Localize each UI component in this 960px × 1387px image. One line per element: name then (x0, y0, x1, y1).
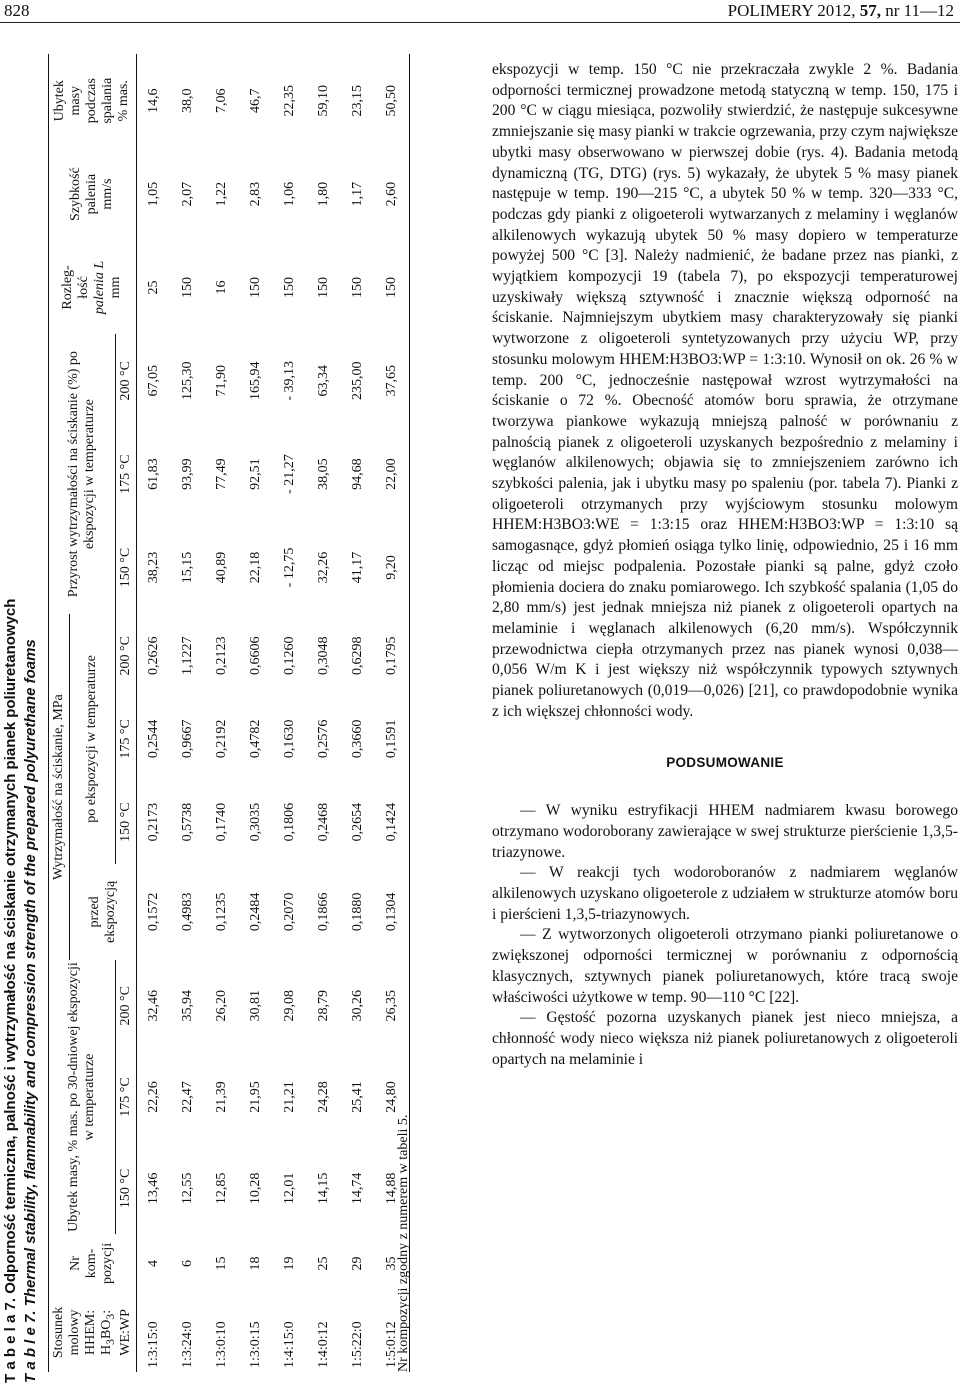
rotated-table-block (0, 32, 420, 1387)
temp-header: 175 °C (117, 719, 133, 759)
table-cell: 0,1424 (375, 781, 410, 864)
journal-volume: 57, (859, 1, 881, 20)
temp-header: 200 °C (117, 636, 133, 676)
table-cell: 9,20 (375, 521, 410, 614)
table-cell: 1:5:0:12 (375, 1293, 410, 1372)
table-cell: 14,6 (136, 54, 171, 147)
table-cell: 1:3:15:0 (136, 1293, 171, 1372)
running-header (0, 0, 960, 23)
table-cell: 1:3:0:10 (213, 1321, 229, 1368)
temp-header: 150 °C (117, 547, 133, 588)
table-cell: 19 (281, 1256, 297, 1271)
table-cell: 1:3:24:0 (179, 1321, 195, 1368)
conclusion-item: — W wyniku estryfikacji HHEM nadmiarem kwasu borowego otrzymano wodoroborany zawierające w swej strukturze pierścienie 1,3,5-triazynowe. (492, 802, 958, 861)
table-cell: 0,4782 (247, 719, 263, 759)
table-cell: 0,1304 (375, 864, 410, 960)
table-cell: 150 (281, 276, 297, 298)
table-cell: 32,26 (315, 551, 331, 584)
header-after: po ekspozycji w temperaturze (70, 614, 115, 864)
table-cell: 61,83 (136, 427, 171, 520)
table-cell: 13,46 (136, 1143, 171, 1234)
table-cell: 63,34 (315, 365, 331, 397)
table-cell: 14,74 (349, 1172, 365, 1205)
table-cell: 22,00 (375, 427, 410, 520)
page-number: 828 (4, 1, 30, 20)
table-cell: 59,10 (315, 84, 331, 117)
journal-issue: nr 11—12 (885, 1, 954, 20)
header-ratio: Stosunek molowy HHEM: $H_3BO_3$: WE:WP (49, 1293, 137, 1372)
table-cell: 0,1630 (281, 719, 297, 759)
table-cell: 46,7 (247, 88, 263, 113)
header-before: przed ekspozycją (86, 880, 118, 943)
table-cell: 0,1260 (281, 636, 297, 675)
table-cell: 1:3:0:15 (247, 1321, 263, 1368)
temp-header: 200 °C (117, 361, 133, 401)
table-cell: 38,05 (315, 458, 331, 490)
conclusion-item: — W reakcji tych wodoroboranów z nadmiarem węglanów alkilenowych uzyskano oligoeterole z udziałem w strukturze atomów boru i pierścieni 1,3,5-triazynowych. (492, 864, 958, 923)
table-cell: 125,30 (179, 361, 195, 401)
journal-year: 2012, (817, 1, 856, 20)
table-cell: 25,41 (349, 1081, 365, 1113)
table-cell: 0,2173 (136, 781, 171, 864)
header-strength: Wytrzymałość na ściskanie, MPa (49, 614, 70, 960)
table-cell: 18 (247, 1256, 263, 1271)
header-burn-length: Rozleg- łość palenia L mm (49, 241, 137, 334)
table-cell: 1:4:0:12 (315, 1321, 331, 1368)
table-cell: 0,1806 (281, 802, 297, 842)
table-cell: 32,46 (136, 960, 171, 1051)
table-cell: 0,6298 (349, 636, 365, 675)
conclusion-item: — Gęstość pozorna uzyskanych pianek jest nieco mniejsza, a chłonność wody nieco większa niż pianek poliuretanowych z oligoeteroli opartych na melaminie i (492, 1009, 958, 1068)
table-cell: 1,05 (136, 147, 171, 240)
table-cell: 0,2484 (247, 892, 263, 932)
table-row (171, 54, 205, 1372)
table-cell: 0,9667 (179, 719, 195, 759)
table-caption-pl: T a b e l a 7. Odporność termiczna, palność i wytrzymałość na ściskanie otrzymanych pianek poliuretanowych (2, 598, 19, 1383)
table-cell: 0,2123 (213, 636, 229, 675)
table-row (341, 54, 375, 1372)
table-cell: 0,2192 (213, 719, 229, 759)
table-cell: 92,51 (247, 458, 263, 490)
temp-header: 150 °C (117, 802, 133, 842)
table-cell: 150 (179, 276, 195, 298)
table-cell: 16 (213, 280, 229, 295)
table-cell: 165,94 (247, 361, 263, 401)
table-cell: 93,99 (179, 458, 195, 490)
temp-header: 175 °C (117, 1077, 133, 1117)
table-row (307, 54, 341, 1372)
table-cell: 21,39 (213, 1081, 229, 1113)
table-cell: 22,18 (247, 551, 263, 584)
table-cell: 0,1235 (213, 892, 229, 932)
table-cell: 21,95 (247, 1081, 263, 1113)
table-cell: 0,3035 (247, 802, 263, 842)
table-cell: 0,2626 (136, 614, 171, 697)
table-cell: 22,35 (281, 84, 297, 117)
table-cell: 25 (315, 1256, 331, 1271)
results-table (48, 54, 410, 1372)
table-cell: - 21,27 (281, 454, 297, 494)
table-caption-en: T a b l e 7. Thermal stability, flammability and compression strength of the prepared polyurethane foams (22, 639, 39, 1383)
table-cell: 15,15 (179, 551, 195, 584)
table-cell: 0,2654 (349, 802, 365, 842)
table-cell: 30,81 (247, 989, 263, 1022)
conclusion-item: — Z wytworzonych oligoeteroli otrzymano pianki poliuretanowe o zwiększonej odporności termicznej w porównaniu z odpornością klasycznych, sztywnych pianek poliuretanowych, które tracą swoje właściwości użytkowe w temp. 90—110 °C [22]. (492, 926, 958, 1006)
table-cell: 94,68 (349, 458, 365, 490)
table-cell: 67,05 (136, 334, 171, 427)
table-cell: 1,22 (213, 181, 229, 207)
table-cell: 0,6606 (247, 636, 263, 675)
table-cell: 15 (213, 1256, 229, 1271)
table-cell: 0,1591 (375, 697, 410, 780)
table-cell: 22,47 (179, 1081, 195, 1113)
table-cell: 0,4983 (179, 892, 195, 932)
table-cell: 14,15 (315, 1172, 331, 1205)
table-row (239, 54, 273, 1372)
temp-header: 150 °C (117, 1168, 133, 1209)
table-cell: 50,50 (375, 54, 410, 147)
table-cell: 1,80 (315, 181, 331, 207)
table-cell: 6 (179, 1259, 195, 1267)
table-cell: 0,3048 (315, 636, 331, 675)
table-cell: 41,17 (349, 551, 365, 584)
table-cell: 1,17 (349, 181, 365, 207)
table-cell: 150 (349, 276, 365, 298)
table-cell: 0,5738 (179, 802, 195, 842)
table-cell: 71,90 (213, 365, 229, 397)
table-cell: 0,1740 (213, 802, 229, 842)
temp-header: 175 °C (117, 454, 133, 494)
header-increase: Przyrost wytrzymałości na ściskanie (%) po ekspozycji w temperaturze (49, 334, 116, 614)
table-note: Nr kompozycji zgodny z numerem w tabeli 5. (396, 1114, 411, 1372)
header-nr: Nr kom- pozycji (49, 1234, 137, 1293)
table-cell: 1,06 (281, 181, 297, 207)
table-cell: 29 (349, 1256, 365, 1271)
table-cell: 0,3660 (349, 719, 365, 759)
table-row (205, 54, 239, 1372)
header-burn-speed: Szybkość palenia mm/s (49, 147, 137, 240)
table-cell: 10,28 (247, 1172, 263, 1205)
table-cell: 0,2576 (315, 719, 331, 759)
table-cell: 150 (375, 241, 410, 334)
table-cell: 0,1795 (375, 614, 410, 697)
table-cell: 77,49 (213, 458, 229, 490)
table-cell: 12,01 (281, 1172, 297, 1205)
table-cell: 150 (247, 276, 263, 298)
table-cell: 0,1572 (136, 864, 171, 960)
table-cell: 0,2544 (136, 697, 171, 780)
table-cell: 22,26 (136, 1051, 171, 1142)
header-mass-loss: Ubytek masy, % mas. po 30-dniowej ekspozycji w temperaturze (49, 960, 116, 1234)
table-row (136, 54, 171, 1372)
table-cell: 0,1880 (349, 892, 365, 932)
table-cell: - 12,75 (281, 547, 297, 588)
table-cell: 235,00 (349, 361, 365, 401)
table-cell: 26,20 (213, 989, 229, 1022)
table-cell: 12,55 (179, 1172, 195, 1205)
table-cell: 14,88 (375, 1143, 410, 1234)
table-cell: 38,0 (179, 88, 195, 113)
header-burn-loss: Ubytek masy podczas spalania % mas. (49, 54, 137, 147)
table-cell: 30,26 (349, 989, 365, 1022)
temp-header: 200 °C (117, 986, 133, 1026)
section-heading: PODSUMOWANIE (666, 754, 784, 770)
table-cell: - 39,13 (281, 360, 297, 401)
table-cell: 35,94 (179, 989, 195, 1022)
table-cell: 4 (136, 1234, 171, 1293)
table-cell: 28,79 (315, 989, 331, 1022)
table-cell: 2,83 (247, 181, 263, 207)
body-paragraph: ekspozycji w temp. 150 °C nie przekraczała zwykle 2 %. Badania odporności termicznej prowadzone metodą statyczną w temp. 150, 175 i 200 °C w ciągu miesiąca, pozwoliły stwierdzić, że następuje sukcesywne zmniejszanie się masy pianki w trakcie ogrzewania, przy czym największe ubytki masy obserwowano w pierwszej dobie (rys. 4). Badania metodą dynamiczną (TG, DTG) (rys. 5) wykazały, że ubytek 5 % masy pianek następuje w temp. 190—215 °C, a ubytek 50 % w temp. 320—333 °C, podczas gdy pianki z oligoeteroli wytwarzanych z melaminy i węglanów alkilenowych wykazują ubytek 50 % masy dopiero w temperaturze powyżej 500 °C [3]. Należy nadmienić, że badane przez nas pianki, z wyjątkiem kompozycji 19 (tabela 7), po ekspozycji temperaturowej uzyskiwały większą sztywność i znacznie większą odporność na ściskanie. Najmniejszym ubytkiem masy charakteryzowały się pianki wytworzone z oligoeteroli syntetyzowanych przy użyciu WP, przy stosunku molowym HHEM:H3BO3:WP = 1:3:10. Wynosił on ok. 26 % w temp. 200 °C, jednocześnie następował wzrost wytrzymałości na ściskanie o 72 %. Obecność atomów boru sprawia, że otrzymane tworzywa piankowe wykazują mniejszą palność w porównaniu z palnością pianek z oligoeteroli uzyskanych bezpośrednio z melaminy i węglanów alkilenowych; objawia się to zmniejszeniem zarówno ich szybkości palenia, jak i ubytku masy po spaleniu (por. tabela 7). Pianki z oligoeteroli otrzymanych przy wyjściowym stosunku molowym HHEM:H3BO3:WE = 1:3:15 oraz HHEM:H3BO3:WP = 1:3:10 są samogasnące, gdyż płomień osiąga tylko linię, odpowiednio, 25 i 16 mm licząc od miejsc podpalenia. Pozostałe pianki są palne, gdyż czoło płomienia dociera do znaku pomiarowego. Ich szybkość spalania (1,05 do 2,80 mm/s) jest jednak mniejsza niż pianek z oligoeteroli opartych na melaminie i węglanach alkilenowych (6,20 mm/s). Współczynnik przewodnictwa ciepła otrzymanych przez nas pianek wynosi 0,038—0,056 W/m K i jest większy niż współczynnik typowych sztywnych pianek poliuretanowych (0,019—0,026) [21], co prawdopodobnie wynika z ich większej chłonności wody. (492, 61, 958, 720)
table-cell: 0,1866 (315, 892, 331, 932)
table-cell: 37,65 (375, 334, 410, 427)
table-cell: 1:4:15:0 (281, 1321, 297, 1368)
table-cell: 0,2468 (315, 802, 331, 842)
table-cell: 2,07 (179, 181, 195, 207)
table-cell: 35 (375, 1234, 410, 1293)
table-cell: 1,1227 (179, 636, 195, 675)
table-cell: 29,08 (281, 989, 297, 1022)
table-cell: 25 (136, 241, 171, 334)
table-cell: 7,06 (213, 88, 229, 113)
journal-name: POLIMERY (727, 1, 813, 20)
table-cell: 38,23 (136, 521, 171, 614)
table-cell: 24,28 (315, 1081, 331, 1113)
journal-info (728, 1, 954, 21)
table-row (273, 54, 307, 1372)
table-cell: 24,80 (375, 1051, 410, 1142)
table-cell: 21,21 (281, 1081, 297, 1113)
table-cell: 23,15 (349, 84, 365, 117)
text-column (492, 60, 958, 1070)
table-cell: 12,85 (213, 1172, 229, 1205)
table-cell: 0,2070 (281, 892, 297, 932)
table-cell: 150 (315, 276, 331, 298)
table-cell: 26,35 (375, 960, 410, 1051)
table-cell: 1:5:22:0 (349, 1321, 365, 1368)
table-cell: 2,60 (375, 147, 410, 240)
table-body (136, 54, 409, 1372)
table-cell: 40,89 (213, 551, 229, 584)
